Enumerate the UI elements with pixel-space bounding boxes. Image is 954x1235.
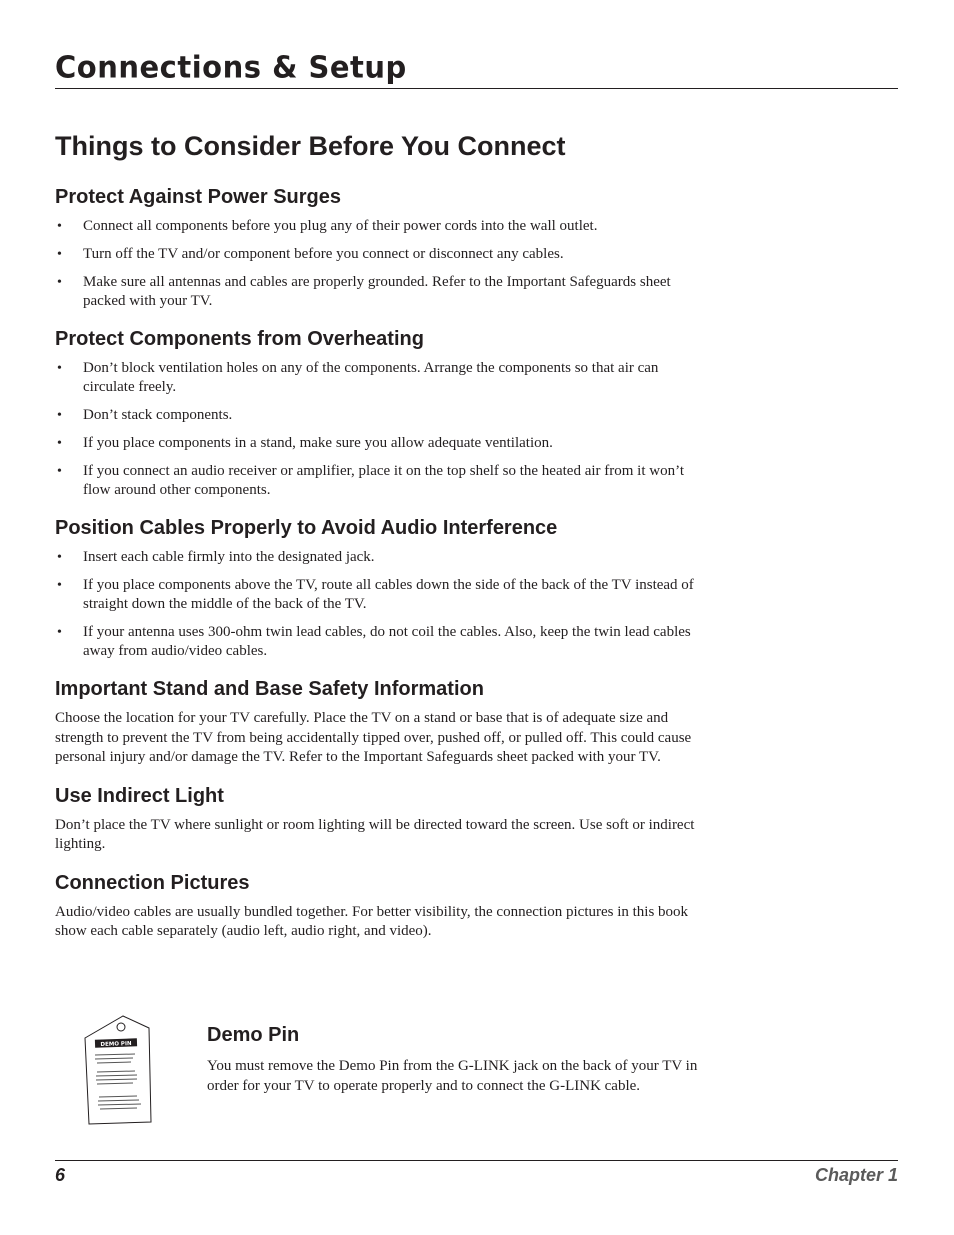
chapter-header-title: Connections & Setup bbox=[55, 49, 407, 85]
section-paragraph: Choose the location for your TV carefully. Place the TV on a stand or base that is of adequate size and strength to prevent the TV from being accidentally tipped over, pushed off, or pulled off. This could cause personal injury and/or damage the TV. Refer to the Important Safeguards sheet packed with your TV. bbox=[55, 710, 692, 765]
bullet-item: • If you place components in a stand, make sure you allow adequate ventilation. bbox=[55, 434, 710, 453]
header-divider bbox=[55, 88, 898, 89]
bullet-item: • Turn off the TV and/or component before you connect or disconnect any cables. bbox=[55, 245, 710, 264]
bullet-item: • Connect all components before you plug any of their power cords into the wall outlet. bbox=[55, 217, 710, 236]
bullet-item: • Don’t block ventilation holes on any of the components. Arrange the components so that air can circulate freely. bbox=[55, 359, 710, 397]
section-heading: Use Indirect Light bbox=[55, 784, 224, 807]
section-heading: Protect Against Power Surges bbox=[55, 186, 341, 208]
bullet-list bbox=[55, 359, 710, 500]
page-number: 6 bbox=[55, 1165, 66, 1185]
footer-divider bbox=[55, 1160, 898, 1161]
section-power-surges bbox=[55, 186, 710, 311]
section-heading: Important Stand and Base Safety Information bbox=[55, 678, 484, 700]
section-overheating bbox=[55, 328, 710, 500]
bullet-list bbox=[55, 548, 710, 661]
bullet-item: • If you place components above the TV, route all cables down the side of the back of the TV instead of straight down the middle of the back of the TV. bbox=[55, 576, 710, 614]
section-paragraph: Audio/video cables are usually bundled together. For better visibility, the connection pictures in this book show each cable separately (audio left, audio right, and video). bbox=[55, 903, 689, 939]
demo-pin-heading: Demo Pin bbox=[207, 1024, 300, 1046]
demo-pin-text bbox=[207, 1024, 707, 1096]
page-title: Things to Consider Before You Connect bbox=[55, 131, 566, 161]
bullet-item: • Make sure all antennas and cables are properly grounded. Refer to the Important Safeguards sheet packed with your TV. bbox=[55, 273, 710, 311]
main-content bbox=[55, 186, 710, 959]
section-indirect-light bbox=[55, 785, 710, 855]
bullet-item: • If you connect an audio receiver or amplifier, place it on the top shelf so the heated air from it won’t flow around other components. bbox=[55, 462, 710, 500]
chapter-label: Chapter 1 bbox=[814, 1165, 898, 1185]
section-stand-safety bbox=[55, 678, 710, 768]
demo-pin-paragraph: You must remove the Demo Pin from the G-LINK jack on the back of your TV in order for your TV to operate properly and to connect the G-LINK cable. bbox=[207, 1058, 698, 1094]
section-heading: Position Cables Properly to Avoid Audio Interference bbox=[55, 517, 558, 539]
demo-pin-tag-icon bbox=[83, 1014, 153, 1131]
demo-pin-section bbox=[55, 1012, 715, 1132]
bullet-list bbox=[55, 217, 710, 311]
section-heading: Protect Components from Overheating bbox=[55, 328, 424, 350]
bullet-item: • Insert each cable firmly into the designated jack. bbox=[55, 548, 710, 567]
section-heading: Connection Pictures bbox=[55, 871, 250, 894]
section-connection-pictures bbox=[55, 872, 710, 942]
bullet-item: • Don’t stack components. bbox=[55, 406, 710, 425]
bullet-item: • If your antenna uses 300-ohm twin lead cables, do not coil the cables. Also, keep the twin lead cables away from audio/video cables. bbox=[55, 623, 710, 661]
section-paragraph: Don’t place the TV where sunlight or room lighting will be directed toward the screen. Use soft or indirect lighting. bbox=[55, 816, 695, 852]
section-cable-position bbox=[55, 517, 710, 661]
demo-pin-tag-label: DEMO PIN bbox=[100, 1040, 132, 1049]
